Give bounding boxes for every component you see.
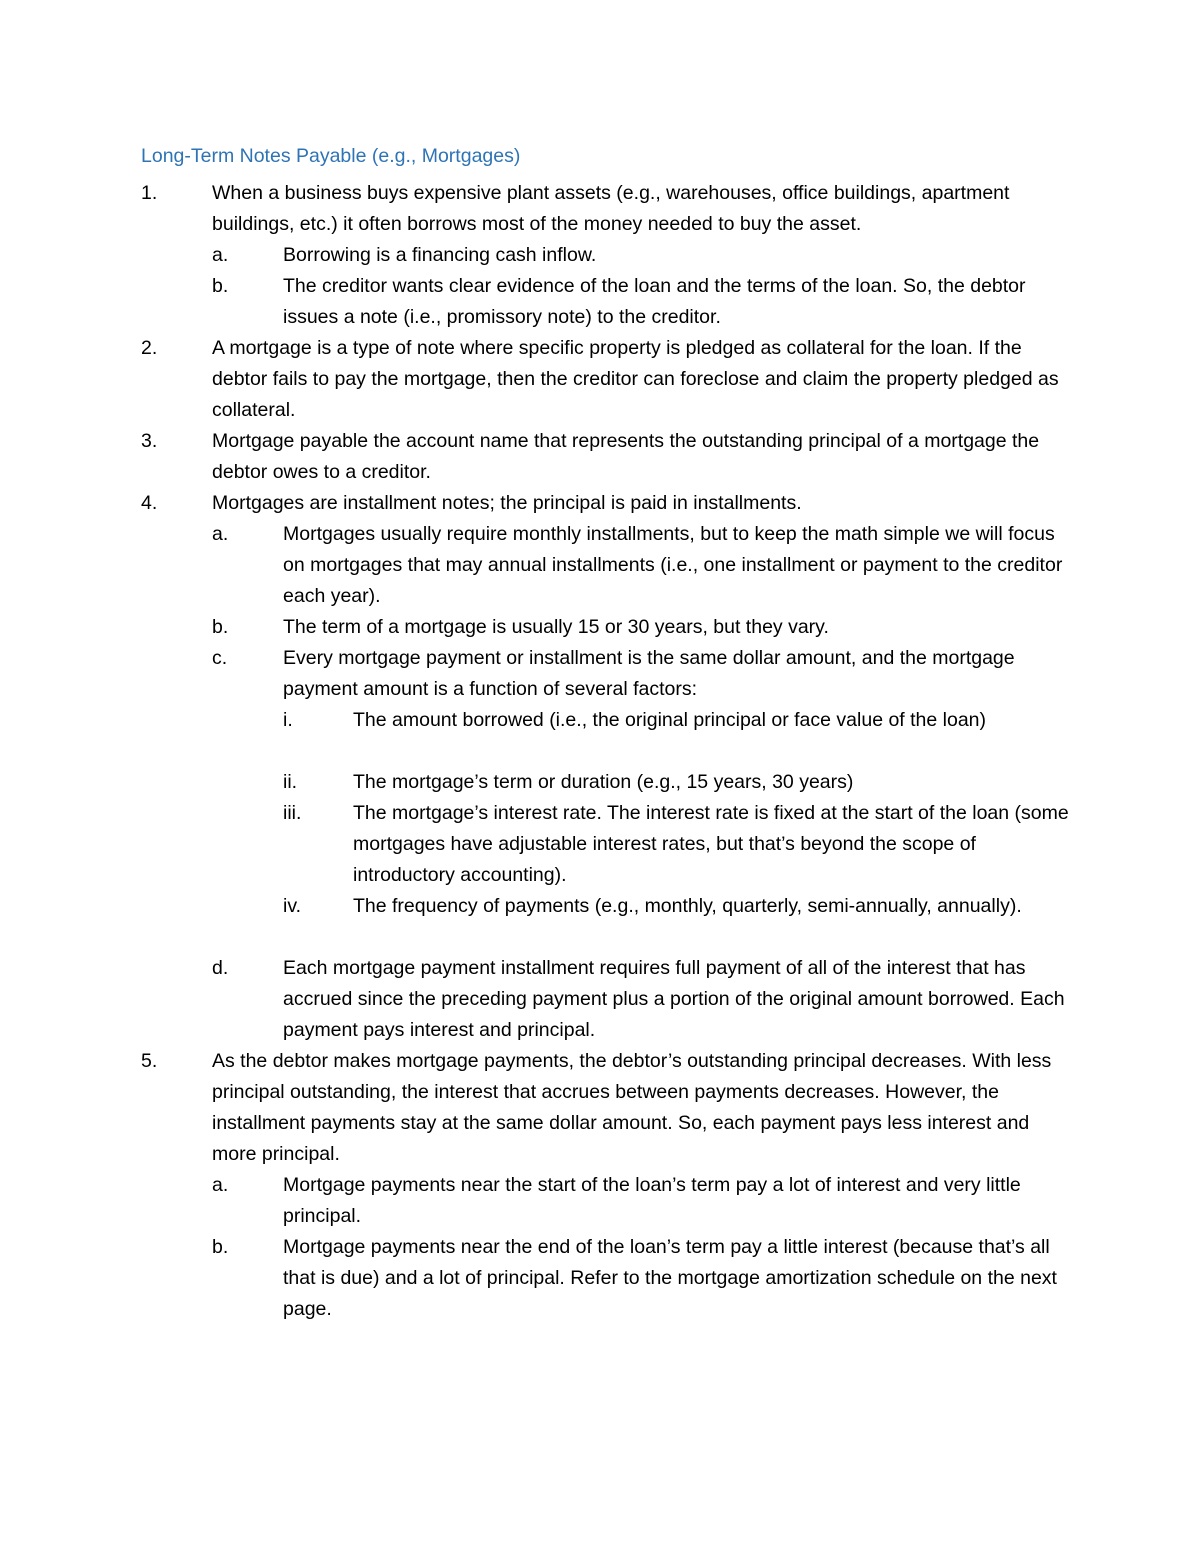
list-marker: iii. [283, 802, 302, 824]
list-item-text: A mortgage is a type of note where specific property is pledged as collateral for the loan. If the debtor fails to pay the mortgage, then the creditor can foreclose and claim the property pledged as collateral. [212, 337, 1059, 421]
list-marker: iv. [283, 895, 302, 917]
list-marker: b. [212, 275, 229, 297]
list-marker: c. [212, 647, 228, 669]
list-item-text: The amount borrowed (i.e., the original principal or face value of the loan) [353, 709, 987, 731]
list-marker: a. [212, 523, 229, 545]
list-item-text: As the debtor makes mortgage payments, the debtor’s outstanding principal decreases. With less principal outstanding, the interest that accrues between payments decreases. However, the installment payments stay at the same dollar amount. So, each payment pays less interest and more principal. [212, 1050, 1052, 1165]
list-item-text: Mortgages usually require monthly installments, but to keep the math simple we will focus on mortgages that may annual installments (i.e., one installment or payment to the creditor each year). [283, 523, 1063, 607]
list-item-text: Each mortgage payment installment requires full payment of all of the interest that has accrued since the preceding payment plus a portion of the original amount borrowed. Each payment pays interest and principal. [283, 957, 1065, 1041]
page-title: Long-Term Notes Payable (e.g., Mortgages) [141, 145, 521, 167]
list-item-text: Every mortgage payment or installment is the same dollar amount, and the mortgage payment amount is a function of several factors: [283, 647, 1015, 700]
list-item-text: Mortgage payments near the end of the loan’s term pay a little interest (because that’s all that is due) and a lot of principal. Refer to the mortgage amortization schedule on the next page. [283, 1236, 1057, 1320]
list-marker: 1. [141, 182, 158, 204]
list-item-text: Mortgage payments near the start of the loan’s term pay a lot of interest and very little principal. [283, 1174, 1021, 1227]
list-item-text: The mortgage’s interest rate. The interest rate is fixed at the start of the loan (some mortgages have adjustable interest rates, but that’s beyond the scope of introductory accounting). [353, 802, 1069, 886]
list-marker: b. [212, 1236, 229, 1258]
list-item-text: The term of a mortgage is usually 15 or 30 years, but they vary. [283, 616, 829, 638]
list-item-text: The creditor wants clear evidence of the loan and the terms of the loan. So, the debtor issues a note (i.e., promissory note) to the creditor. [283, 275, 1026, 328]
list-marker: 5. [141, 1050, 158, 1072]
list-item-text: Mortgages are installment notes; the principal is paid in installments. [212, 492, 802, 514]
list-marker: i. [283, 709, 293, 731]
list-marker: a. [212, 244, 229, 266]
list-item-text: When a business buys expensive plant assets (e.g., warehouses, office buildings, apartment buildings, etc.) it often borrows most of the money needed to buy the asset. [212, 182, 1010, 235]
list-marker: 4. [141, 492, 158, 514]
list-marker: ii. [283, 771, 298, 793]
list-marker: d. [212, 957, 229, 979]
list-item-text: Borrowing is a financing cash inflow. [283, 244, 597, 266]
list-marker: 3. [141, 430, 158, 452]
list-marker: b. [212, 616, 229, 638]
list-item-text: The mortgage’s term or duration (e.g., 15 years, 30 years) [353, 771, 854, 793]
list-marker: a. [212, 1174, 229, 1196]
list-marker: 2. [141, 337, 158, 359]
list-item-text: The frequency of payments (e.g., monthly, quarterly, semi-annually, annually). [353, 895, 1022, 917]
list-item-text: Mortgage payable the account name that represents the outstanding principal of a mortgage the debtor owes to a creditor. [212, 430, 1040, 483]
